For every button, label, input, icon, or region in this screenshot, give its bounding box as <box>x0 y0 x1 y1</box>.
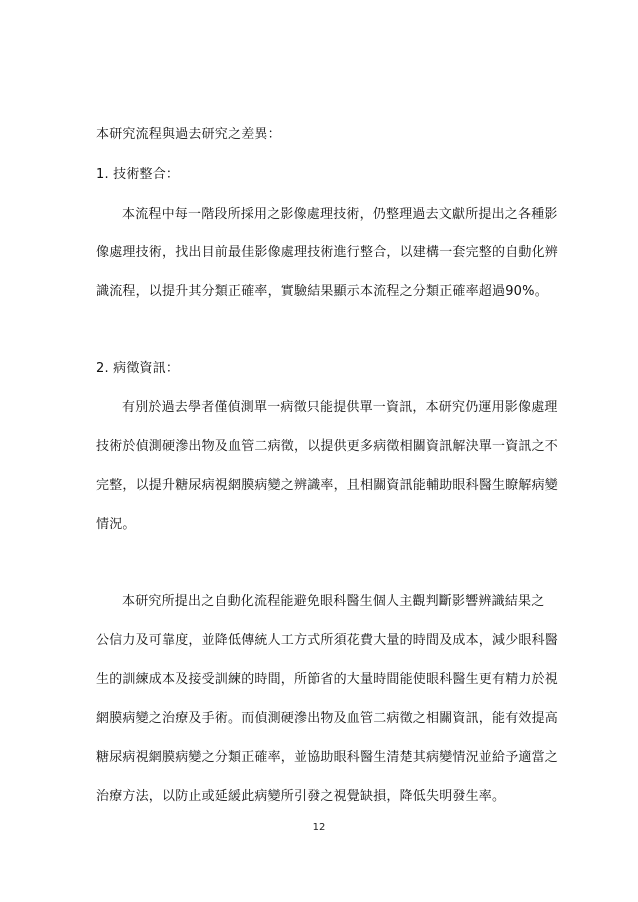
item-2-line-3: 完整，以提升糖尿病視網膜病變之辨識率，且相關資訊能輔助眼科醫生瞭解病變 <box>96 478 559 493</box>
item-2-line-1: 有別於過去學者僅偵測單一病徵只能提供單一資訊，本研究仍運用影像處理 <box>122 400 558 415</box>
section-title: 本研究流程與過去研究之差異： <box>96 127 281 142</box>
summary-line-6: 治療方法，以防止或延緩此病變所引發之視覺缺損，降低失明發生率。 <box>96 789 506 804</box>
item-1-line-1: 本流程中每一階段所採用之影像處理技術，仍整理過去文獻所提出之各種影 <box>122 207 558 222</box>
item-1-line-2: 像處理技術，找出目前最佳影像處理技術進行整合，以建構一套完整的自動化辨 <box>96 245 559 260</box>
item-2-line-4: 情況。 <box>96 517 136 532</box>
summary-line-2: 公信力及可靠度，並降低傳統人工方式所須花費大量的時間及成本，減少眼科醫 <box>96 633 559 648</box>
summary-line-5: 糖尿病視網膜病變之分類正確率，並協助眼科醫生清楚其病變情況並給予適當之 <box>96 750 559 765</box>
item-2-line-2: 技術於偵測硬滲出物及血管二病徵，以提供更多病徵相關資訊解決單一資訊之不 <box>96 439 559 454</box>
item-1-line-3: 識流程，以提升其分類正確率，實驗結果顯示本流程之分類正確率超過90%。 <box>96 284 548 299</box>
page-number: 12 <box>312 822 326 833</box>
summary-line-4: 網膜病變之治療及手術。而偵測硬滲出物及血管二病徵之相關資訊，能有效提高 <box>96 711 559 726</box>
item-1-heading: 1. 技術整合： <box>96 167 180 182</box>
summary-line-1: 本研究所提出之自動化流程能避免眼科醫生個人主觀判斷影響辨識結果之 <box>122 594 545 609</box>
summary-line-3: 生的訓練成本及接受訓練的時間，所節省的大量時間能使眼科醫生更有精力於視 <box>96 672 559 687</box>
item-2-heading: 2. 病徵資訊： <box>96 361 180 376</box>
